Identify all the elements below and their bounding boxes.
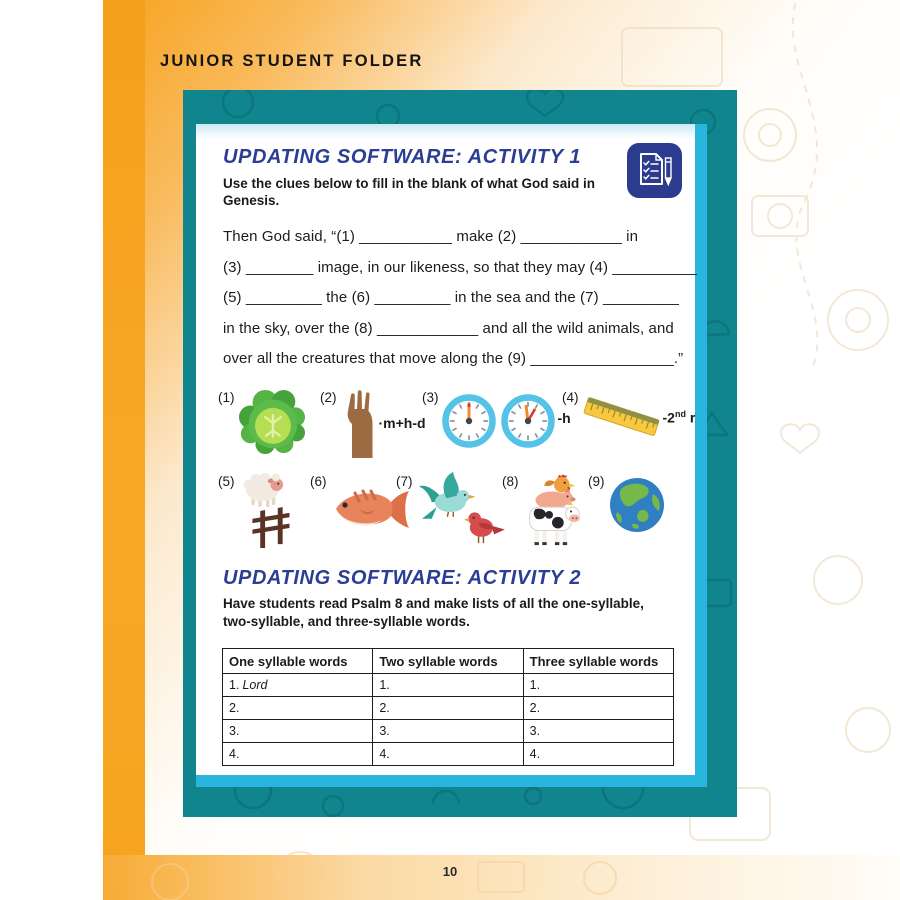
table-cell: 1. — [523, 674, 673, 697]
worksheet-card — [183, 90, 737, 817]
table-cell: 2. — [523, 697, 673, 720]
clue-text: -2nd r — [662, 408, 696, 426]
table-cell: 4. — [523, 743, 673, 766]
table-row — [223, 674, 674, 697]
clue-9 — [588, 472, 666, 534]
syllable-table — [222, 648, 674, 766]
table-row — [223, 743, 674, 766]
table-cell: 2. — [223, 697, 373, 720]
table-cell: 3. — [223, 720, 373, 743]
sheep-jumping-fence-image — [238, 472, 300, 548]
table-cell: 1. Lord — [223, 674, 373, 697]
page-number: 10 — [442, 864, 458, 879]
clue-4 — [562, 388, 695, 446]
filled-answer: Lord — [242, 678, 268, 692]
farm-animals-stack-image — [522, 472, 584, 548]
passage-line: Then God said, “(1) ___________ make (2) ____________ in — [223, 228, 639, 245]
two-birds-image — [416, 472, 508, 548]
passage-line: in the sky, over the (8) ____________ and all the wild animals, and — [223, 319, 674, 337]
table-cell: 1. — [373, 674, 523, 697]
table-cell: 4. — [223, 743, 373, 766]
arm-hand-image — [340, 388, 376, 458]
passage-line: over all the creatures that move along the (9) _________________.” — [223, 350, 684, 367]
clue-number: (1) — [218, 390, 235, 405]
clue-number: (3) — [422, 390, 439, 405]
earth-globe-image — [608, 476, 666, 534]
table-header-row — [223, 649, 674, 674]
clue-7 — [396, 472, 508, 548]
activity2-instructions: Have students read Psalm 8 and make lists of all the one-syllable, two-syllable, and three-syllable words. — [223, 596, 644, 629]
clue-8 — [502, 472, 584, 548]
clock-icon — [501, 394, 555, 448]
table-row — [223, 697, 674, 720]
table-row — [223, 720, 674, 743]
clue-number: (6) — [310, 474, 327, 489]
clock-icon — [442, 394, 496, 448]
orange-left-band — [103, 0, 145, 900]
clue-number: (5) — [218, 474, 235, 489]
clue-2 — [320, 388, 426, 458]
activity1-subtitle: Use the clues below to fill in the blank of what God said in Genesis. — [223, 176, 596, 208]
column-header: One syllable words — [223, 649, 373, 674]
activity2-title: UPDATING SOFTWARE: ACTIVITY 2 — [223, 567, 582, 589]
genesis-passage — [223, 222, 697, 375]
clue-1 — [218, 388, 306, 456]
column-header: Two syllable words — [373, 649, 523, 674]
checklist-pen-icon — [627, 143, 682, 198]
clue-number: (7) — [396, 474, 413, 489]
ruler-image — [582, 390, 660, 446]
activity1-title: UPDATING SOFTWARE: ACTIVITY 1 — [223, 146, 582, 168]
column-header: Three syllable words — [523, 649, 673, 674]
clue-number: (9) — [588, 474, 605, 489]
table-cell: 2. — [373, 697, 523, 720]
lettuce-image — [238, 388, 306, 456]
passage-line: (3) ________ image, in our likeness, so that they may (4) __________ — [223, 258, 697, 276]
folder-title: JUNIOR STUDENT FOLDER — [160, 52, 424, 70]
clue-number: (4) — [562, 390, 579, 405]
passage-line: (5) _________ the (6) _________ in the sea and the (7) _________ — [223, 289, 679, 306]
clue-3 — [422, 388, 571, 448]
two-clocks-image — [442, 394, 555, 448]
table-cell: 3. — [523, 720, 673, 743]
table-cell: 3. — [373, 720, 523, 743]
table-cell: 4. — [373, 743, 523, 766]
clue-text: -h — [557, 410, 571, 426]
clue-number: (2) — [320, 390, 337, 405]
clue-text: ·m+h-d — [378, 415, 426, 431]
clue-5 — [218, 472, 300, 548]
worksheet-page — [196, 124, 707, 787]
clue-number: (8) — [502, 474, 519, 489]
